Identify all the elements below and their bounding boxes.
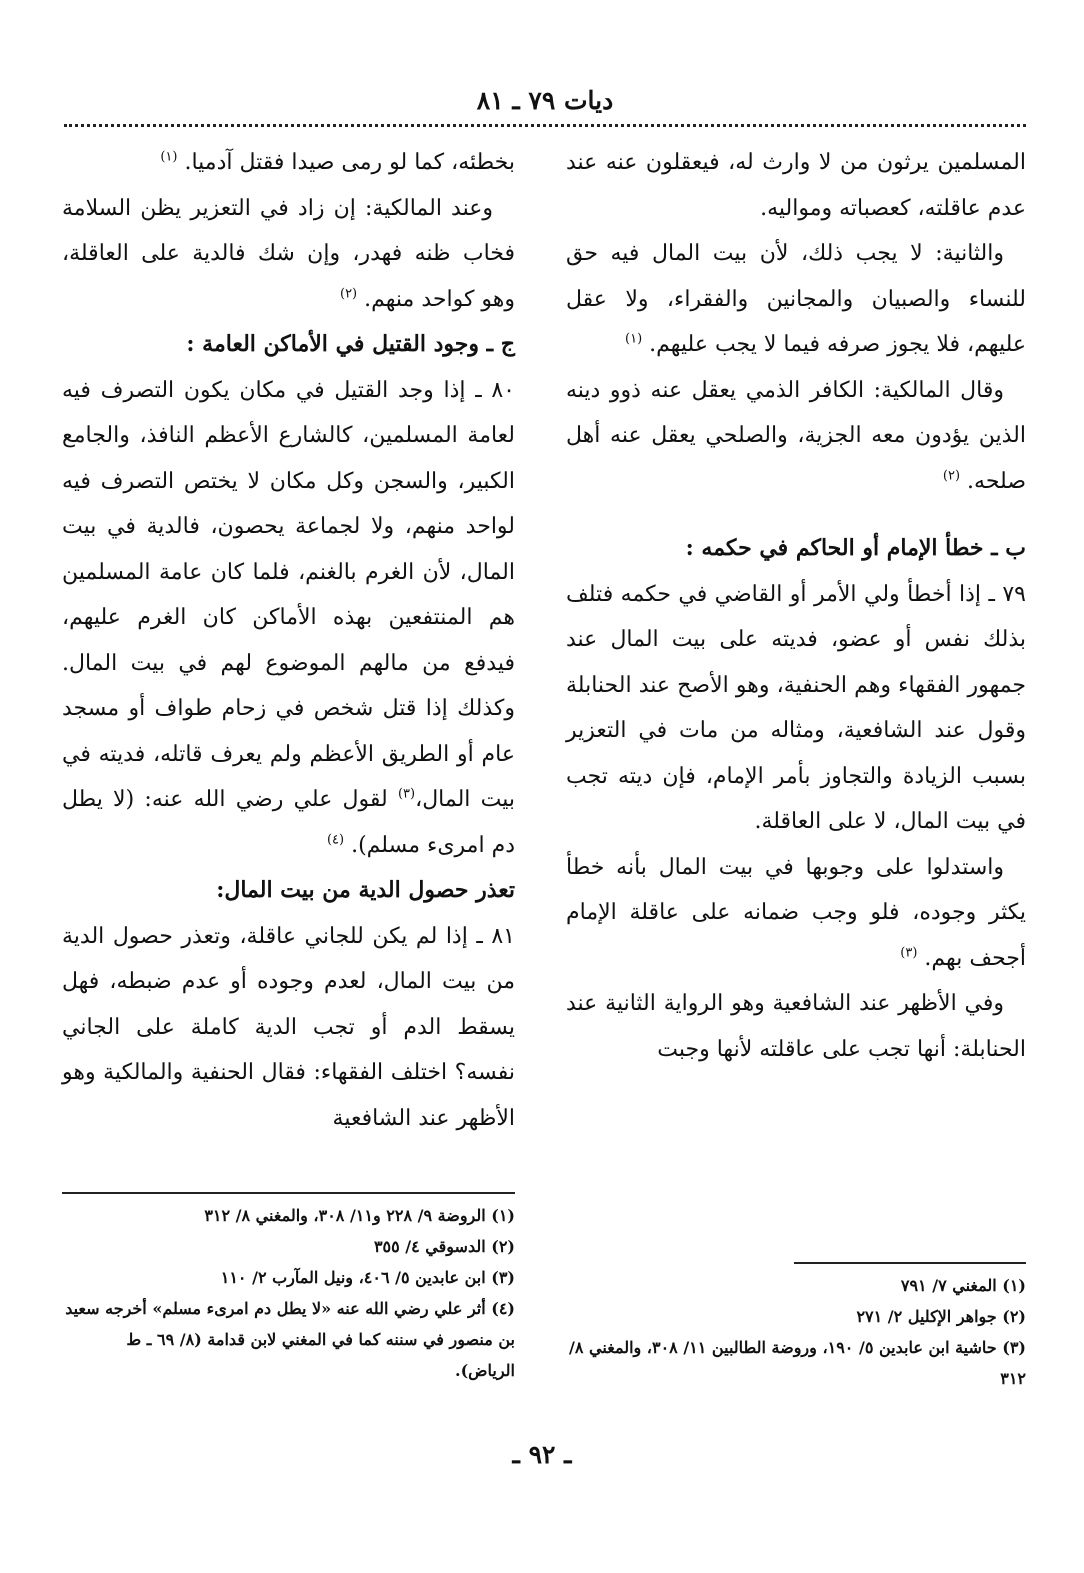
page-number: ـ ٩٢ ـ [512,1440,572,1469]
footnote: (٢) الدسوقي ٤/ ٣٥٥ [373,1237,515,1256]
right-column [566,140,1026,1072]
section-heading: ج ـ وجود القتيل في الأماكن العامة : [186,331,515,357]
footnote-ref: (٤) [326,832,345,848]
footnote: (١) الروضة ٩/ ٢٢٨ و١١/ ٣٠٨، والمغني ٨/ ٣١٢ [204,1206,515,1225]
footnote: (٢) جواهر الإكليل ٢/ ٢٧١ [856,1307,1026,1326]
footnote-rule [62,1192,515,1194]
section-heading: تعذر حصول الدية من بيت المال: [216,877,515,903]
footnote-ref: (١) [625,331,643,347]
footnote-ref: (٣) [397,786,416,802]
paragraph: وفي الأظهر عند الشافعية وهو الرواية الثانية عند الحنابلة: أنها تجب على عاقلته لأنها وجبت [566,991,1026,1062]
paragraph: المسلمين يرثون من لا وارث له، فيعقلون عنه عند عدم عاقلته، كعصباته ومواليه. [566,150,1026,221]
left-footnotes [62,1200,515,1386]
footnote: (٤) أثر علي رضي الله عنه «لا يطل دم امرىء مسلم» أخرجه سعيد بن منصور في سننه كما في المغني لابن قدامة (٨/ ٦٩ ـ ط الرياض). [65,1299,515,1380]
footnote-ref: (٢) [339,286,358,302]
paragraph: ٨١ ـ إذا لم يكن للجاني عاقلة، وتعذر حصول الدية من بيت المال، لعدم وجوده أو عدم ضبطه، فهل يسقط الدم أو تجب الدية كاملة على الجاني نفسه؟ اختلف الفقهاء: فقال الحنفية والمالكية وهو الأظهر عند الشافعية [62,923,515,1131]
section-heading: ب ـ خطأ الإمام أو الحاكم في حكمه : [685,535,1026,561]
paragraph: وعند المالكية: إن زاد في التعزير يظن السلامة فخاب ظنه فهدر، وإن شك فالدية على العاقلة، وهو كواحد منهم. $^{(٢)}$ [62,195,515,312]
paragraph: وقال المالكية: الكافر الذمي يعقل عنه ذوو دينه الذين يؤدون معه الجزية، والصلحي يعقل عنه أهل صلحه. $^{(٢)}$ [566,377,1026,494]
paragraph: والثانية: لا يجب ذلك، لأن بيت المال فيه حق للنساء والصبيان والمجانين والفقراء، ولا عقل عليهم، فلا يجوز صرفه فيما لا يجب عليهم. $^{(١)}$ [566,241,1026,357]
paragraph: ٨٠ ـ إذا وجد القتيل في مكان يكون التصرف فيه لعامة المسلمين، كالشارع الأعظم النافذ، والجامع الكبير، والسجن وكل مكان لا يختص التصرف فيه لواحد منهم، ولا لجماعة يحصون، فالدية في بيت المال، لأن الغرم بالغنم، فلما كان عامة المسلمين هم المنتفعين بهذه الأماكن كان الغرم عليهم، فيدفع من مالهم الموضوع لهم في بيت المال. وكذلك إذا قتل شخص في زحام طواف أو مسجد عام أو الطريق الأعظم ولم يعرف قاتله، فديته في بيت المال،$^{(٣)}$ لقول علي رضي الله عنه: (لا يطل دم امرىء مسلم). $^{(٤)}$ [62,377,515,858]
footnote-ref: (٢) [942,468,961,484]
left-column [62,140,515,1141]
footnote: (٣) حاشية ابن عابدين ٥/ ١٩٠، وروضة الطالبين ١١/ ٣٠٨، والمغني ٨/ ٣١٢ [569,1338,1026,1388]
header-dotted-rule [64,124,1026,127]
footnote: (١) المغني ٧/ ٧٩١ [900,1276,1026,1295]
footnote-rule [794,1262,1026,1264]
footnote-ref: (٣) [900,945,918,961]
paragraph: واستدلوا على وجوبها في بيت المال بأنه خطأ يكثر وجوده، فلو وجب ضمانه على عاقلة الإمام أجحف بهم. $^{(٣)}$ [566,854,1026,971]
footnote-ref: (١) [160,149,178,165]
paragraph: ٧٩ ـ إذا أخطأ ولي الأمر أو القاضي في حكمه فتلف بذلك نفس أو عضو، فديته على بيت المال عند جمهور الفقهاء وهم الحنفية، وهو الأصح عند الحنابلة وقول عند الشافعية، ومثاله من مات في التعزير بسبب الزيادة والتجاوز بأمر الإمام، فإن ديته تجب في بيت المال، لا على العاقلة. [566,581,1026,834]
paragraph: بخطئه، كما لو رمى صيدا فقتل آدميا. $^{(١)}$ [160,149,515,175]
right-footnotes [566,1270,1026,1394]
footnote: (٣) ابن عابدين ٥/ ٤٠٦، ونيل المآرب ٢/ ١١٠ [220,1268,515,1287]
running-header: ديات ٧٩ ـ ٨١ [476,86,614,115]
